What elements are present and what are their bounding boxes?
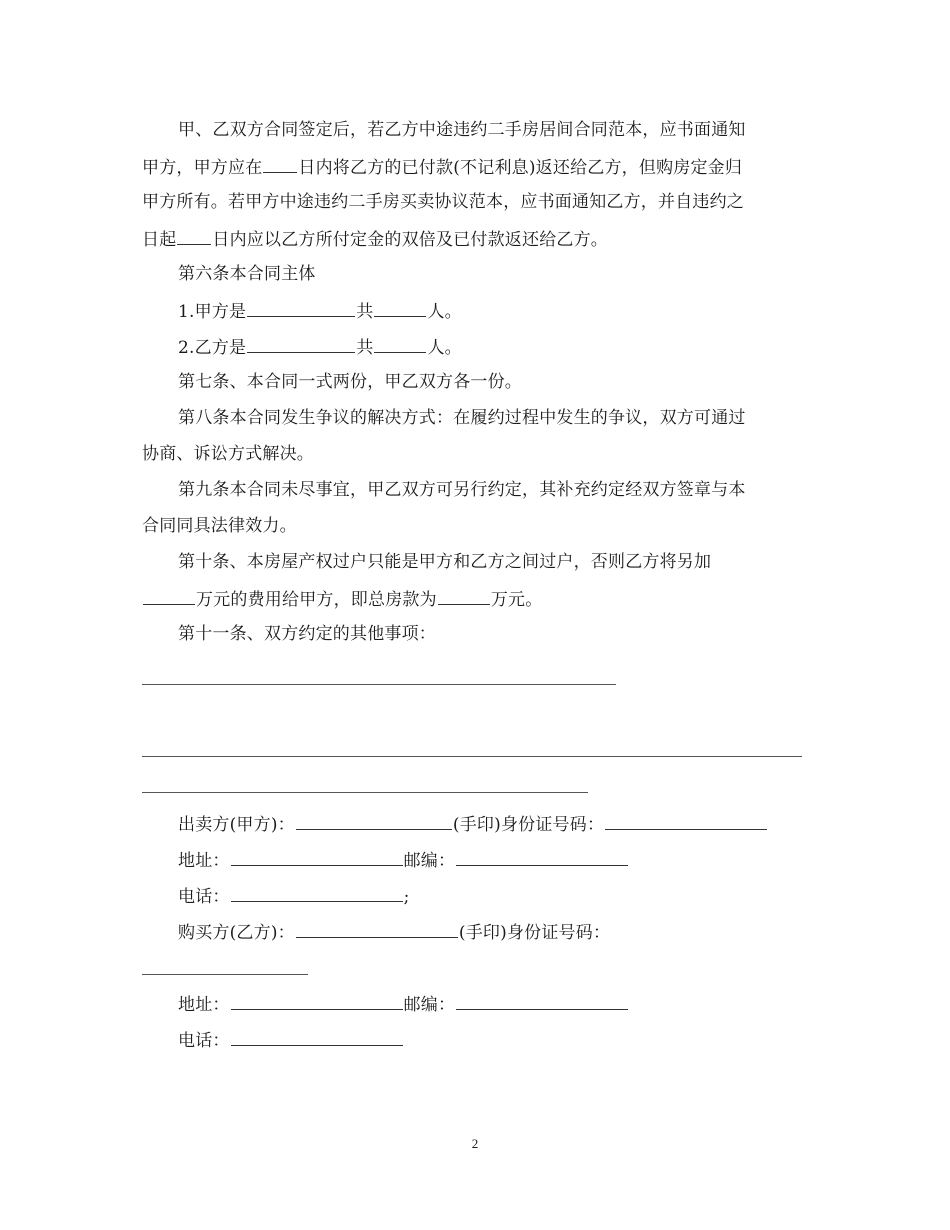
text: 合同同具法律效力。	[142, 516, 297, 536]
blank-underline	[374, 298, 426, 317]
article-9	[178, 478, 746, 502]
text: 甲方，甲方应在	[142, 158, 263, 178]
blank-underline	[177, 226, 211, 245]
text: 日起	[142, 230, 177, 250]
seller-address-label: 地址：	[178, 851, 230, 871]
buyer-name-blank	[296, 919, 458, 938]
article-10-cont	[142, 586, 542, 612]
text: 2.乙方是	[178, 338, 247, 358]
buyer-label: 购买方(乙方)：	[178, 923, 295, 943]
article-11	[178, 622, 436, 646]
buyer-phone-blank	[231, 1027, 403, 1046]
buyer-address-label: 地址：	[178, 995, 230, 1015]
seller-name-blank	[296, 811, 452, 830]
seller-phone-label: 电话：	[178, 887, 230, 907]
text: 日内应以乙方所付定金的双倍及已付款返还给乙方。	[212, 230, 609, 250]
text: 日内将乙方的已付款(不记利息)返还给乙方，但购房定金归	[298, 158, 743, 178]
buyer-zip-label: 邮编：	[403, 995, 456, 1015]
text: 人。	[427, 302, 462, 322]
text: 1.甲方是	[178, 302, 247, 322]
buyer-address-line	[178, 991, 629, 1017]
text: 第六条本合同主体	[178, 264, 316, 284]
seller-line	[178, 811, 768, 837]
text: 甲、乙双方合同签定后，若乙方中途违约二手房居间合同范本，应书面通知	[178, 120, 746, 140]
text: 万元。	[490, 590, 543, 610]
seller-thumb-label: (手印)身份证号码：	[452, 815, 605, 835]
buyer-phone-line	[178, 1027, 404, 1053]
text: 协商、诉讼方式解决。	[142, 444, 314, 464]
paragraph-line	[142, 154, 742, 180]
paragraph-line	[142, 226, 608, 252]
seller-address-line	[178, 847, 629, 873]
seller-phone-blank	[231, 883, 403, 902]
paragraph-line	[142, 190, 744, 214]
seller-phone-line	[178, 883, 410, 909]
blank-underline	[438, 586, 490, 605]
seller-label: 出卖方(甲方)：	[178, 815, 295, 835]
text: 共	[356, 302, 374, 322]
text: 第九条本合同未尽事宜，甲乙双方可另行约定，其补充约定经双方签章与本	[178, 480, 746, 500]
text: 第十一条、双方约定的其他事项：	[178, 624, 436, 644]
article-heading	[178, 262, 316, 286]
buyer-line	[178, 919, 610, 945]
blank-rule	[142, 684, 616, 685]
blank-rule	[142, 756, 802, 757]
party-a-line	[178, 298, 462, 324]
buyer-address-blank	[231, 991, 403, 1010]
seller-address-blank	[231, 847, 403, 866]
text: 人。	[427, 338, 462, 358]
text: 共	[356, 338, 374, 358]
article-9-cont	[142, 514, 297, 538]
seller-zip-label: 邮编：	[403, 851, 456, 871]
page-number: 2	[471, 1136, 479, 1151]
text: 第七条、本合同一式两份，甲乙双方各一份。	[178, 372, 522, 392]
blank-underline	[247, 334, 355, 353]
text: ;	[403, 887, 410, 907]
article-8-cont	[142, 442, 314, 466]
buyer-zip-blank	[456, 991, 628, 1010]
text: 万元的费用给甲方，即总房款为	[196, 590, 437, 610]
buyer-id-blank	[142, 974, 308, 975]
blank-underline	[263, 154, 297, 173]
buyer-phone-label: 电话：	[178, 1031, 230, 1051]
article-7	[178, 370, 522, 394]
text: 甲方所有。若甲方中途违约二手房买卖协议范本，应书面通知乙方，并自违约之	[142, 192, 744, 212]
buyer-thumb-label: (手印)身份证号码：	[458, 923, 611, 943]
text: 第十条、本房屋产权过户只能是甲方和乙方之间过户，否则乙方将另加	[178, 552, 712, 572]
article-8	[178, 406, 746, 430]
seller-zip-blank	[456, 847, 628, 866]
paragraph-line	[178, 118, 746, 142]
blank-rule	[142, 792, 588, 793]
seller-id-blank	[605, 811, 767, 830]
article-10	[178, 550, 711, 574]
text: 第八条本合同发生争议的解决方式：在履约过程中发生的争议，双方可通过	[178, 408, 746, 428]
party-b-line	[178, 334, 462, 360]
blank-underline	[374, 334, 426, 353]
blank-underline	[247, 298, 355, 317]
blank-underline	[143, 586, 195, 605]
